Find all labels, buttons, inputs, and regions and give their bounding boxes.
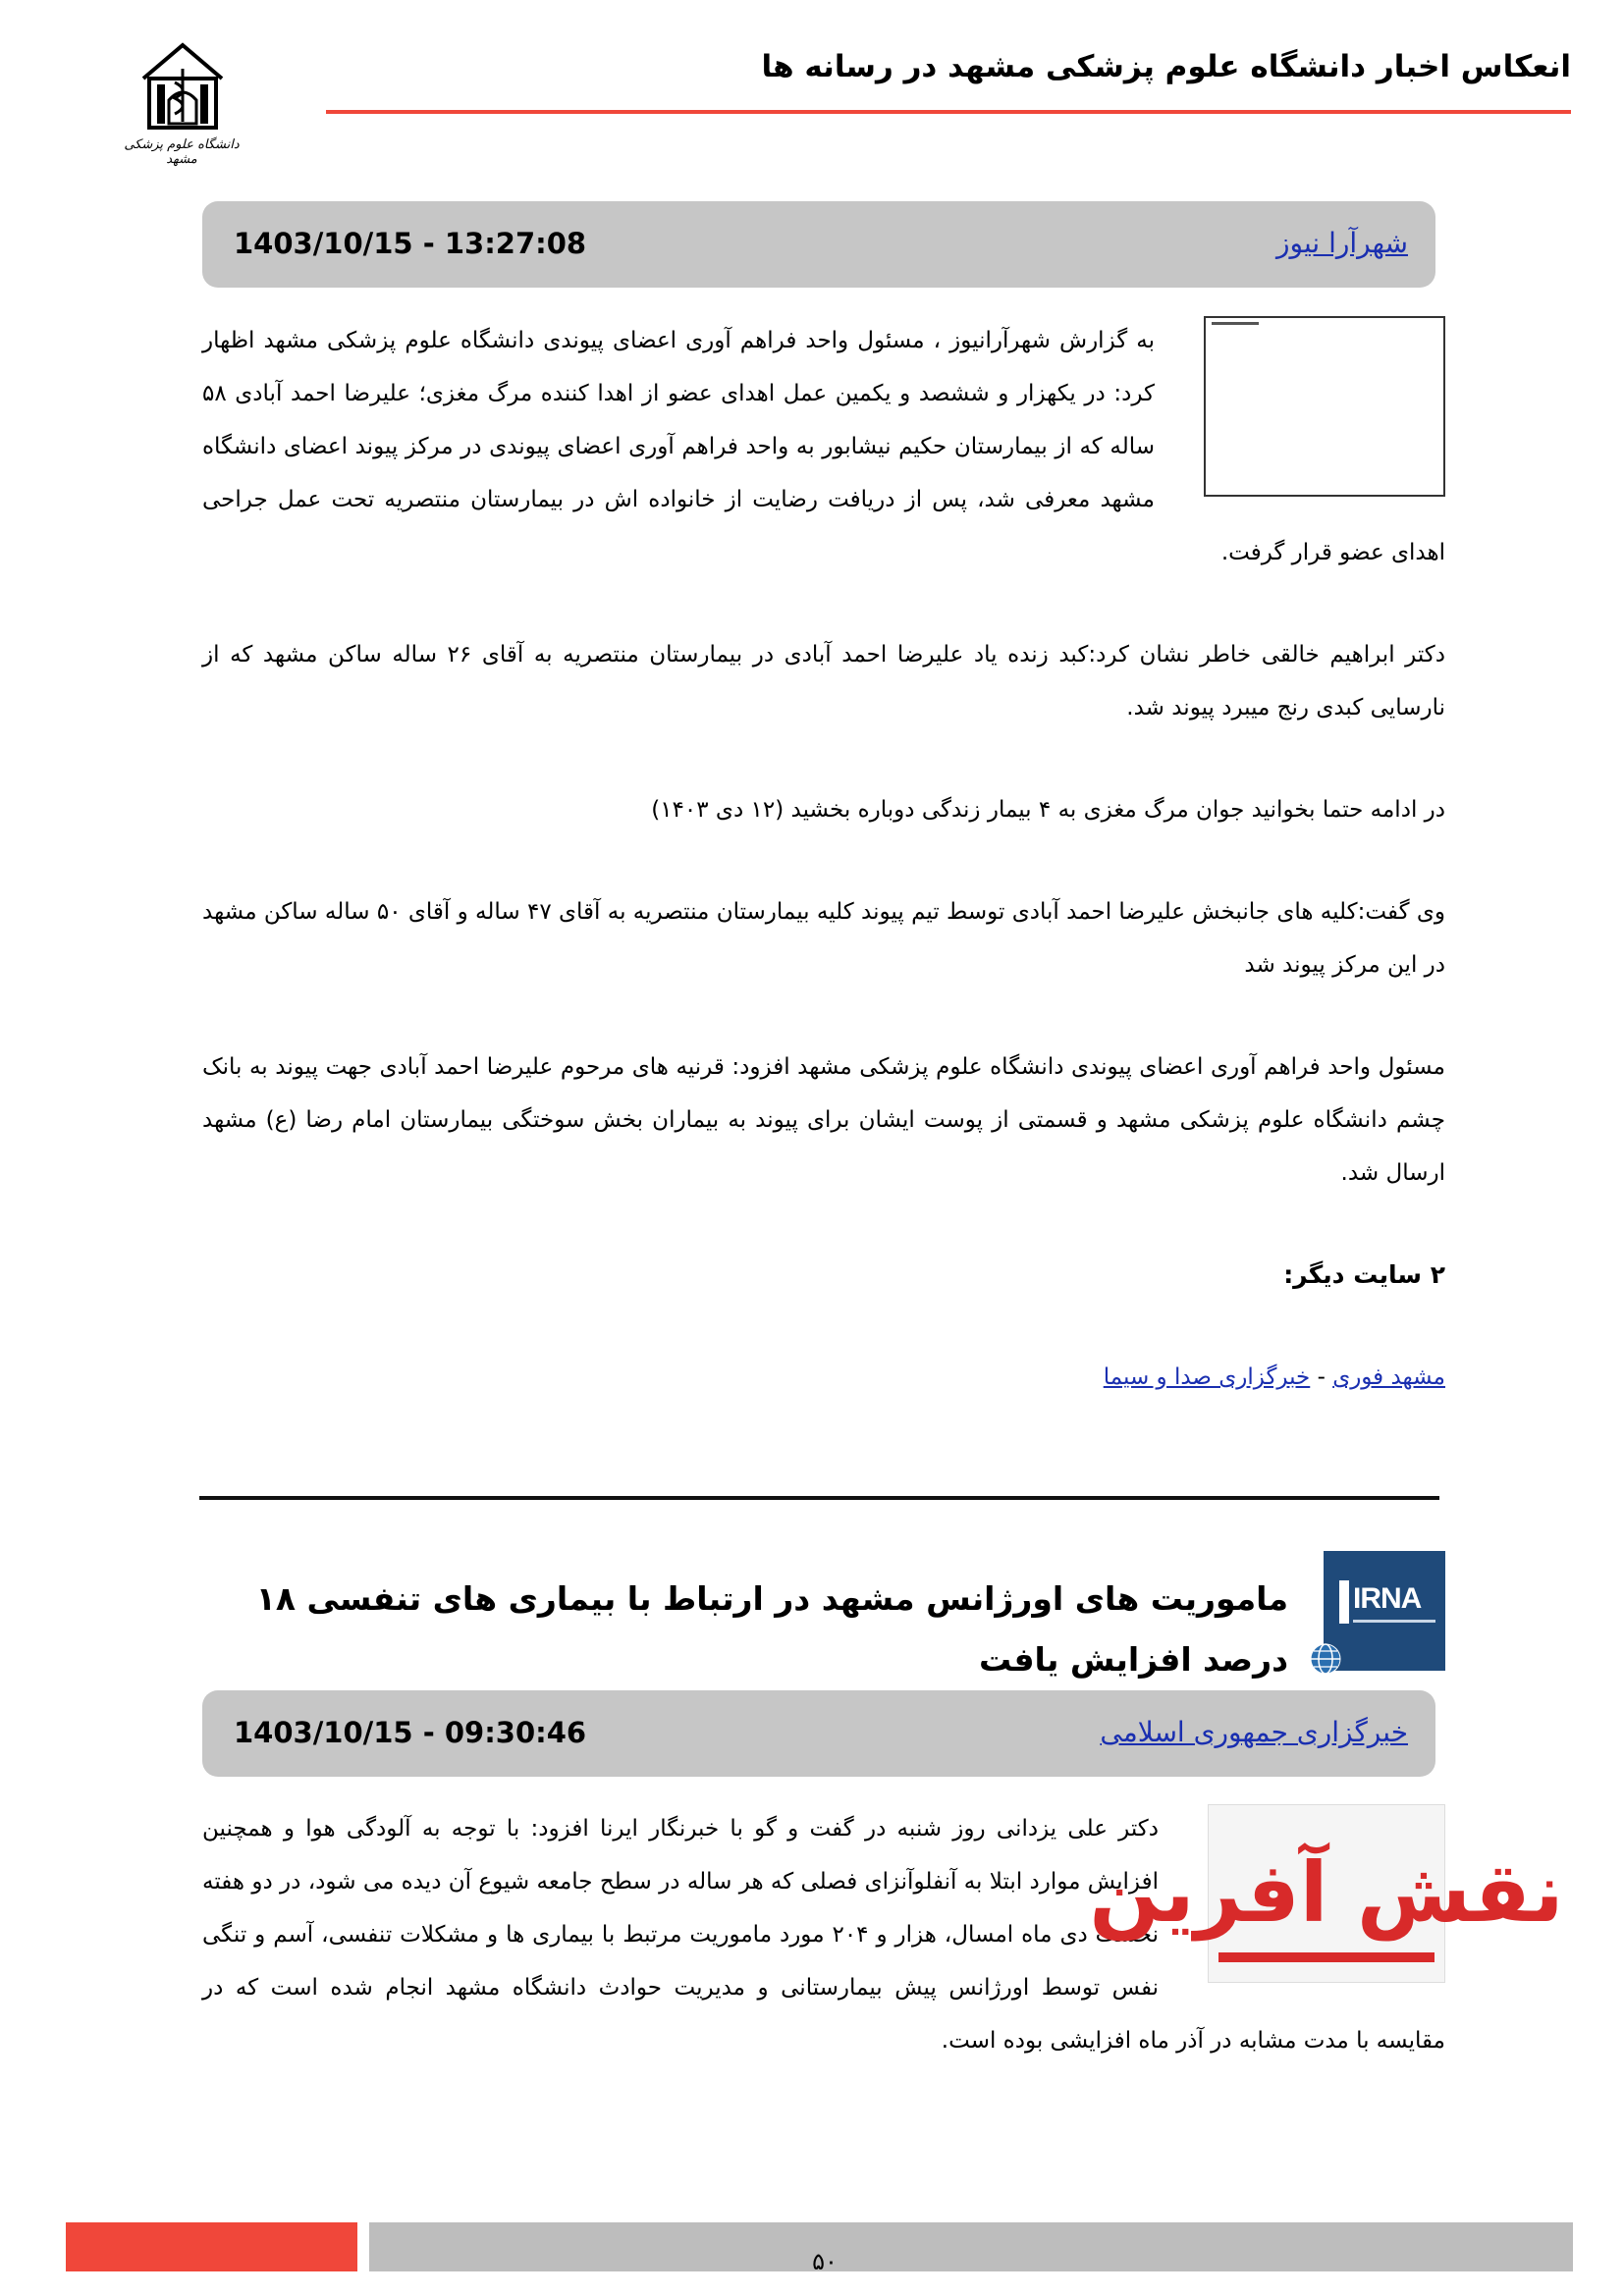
article1-paragraph: در ادامه حتما بخوانید جوان مرگ مغزی به ۴ بیمار زندگی دوباره بخشید (۱۲ دی ۱۴۰۳)	[651, 797, 1445, 823]
more-site-link-seda-sima[interactable]: خبرگزاری صدا و سیما	[1103, 1364, 1311, 1390]
more-sites-separator: -	[1310, 1364, 1333, 1390]
article2-thumbnail	[1089, 1804, 1564, 1983]
footer-accent-bar	[66, 2222, 357, 2271]
more-sites-label: ۲ سایت دیگر:	[1283, 1260, 1445, 1289]
article2-source-bar	[202, 1690, 1435, 1777]
footer-bar	[369, 2222, 1573, 2271]
article1-body	[202, 314, 1445, 1453]
university-emblem-icon	[135, 39, 230, 135]
page-number: ۵۰	[812, 2248, 838, 2275]
article1-paragraph: به گزارش شهرآرانیوز ، مسئول واحد فراهم آوری اعضای پیوندی دانشگاه علوم پزشکی مشهد اظهار کرد: در یکهزار و ششصد و یکمین عمل اهدای عضو از اهدا کننده مرگ مغزی؛ علیرضا احمد آبادی ۵۸ ساله که از بیمارستان حکیم نیشابور به واحد فراهم آوری اعضای پیوندی در مرکز پیوند اعضای دانشگاه مشهد معرفی شد، پس از دریافت رضایت از خانواده اش در بیمارستان منتصریه تحت عمل جراحی اهدای عضو قرار گرفت.	[202, 328, 1445, 565]
naghsh-logo-text: نقش آفرین	[1089, 1844, 1564, 1941]
article2-headline: ماموریت های اورژانس مشهد در ارتباط با بیماری های تنفسی ۱۸ درصد افزایش یافت	[255, 1579, 1288, 1679]
header-divider	[326, 110, 1571, 114]
article2-datetime: 1403/10/15 - 09:30:46	[234, 1716, 587, 1749]
logo-caption: دانشگاه علوم پزشکی مشهد	[124, 137, 240, 167]
article2-heading	[202, 1551, 1445, 1679]
article1-paragraph: وی گفت:کلیه های جانبخش علیرضا احمد آبادی توسط تیم پیوند کلیه بیمارستان منتصریه به آقای ۴۷ ساله و آقای ۵۰ ساله ساکن مشهد در این مرکز پیوند شد	[202, 899, 1445, 978]
naghsh-logo-image	[1089, 1805, 1564, 1982]
article1-source-bar	[202, 201, 1435, 288]
article1-source-link[interactable]: شهرآرا نیوز	[1275, 227, 1408, 259]
article2-body	[202, 1802, 1564, 2116]
article2-source-link[interactable]: خبرگزاری جمهوری اسلامی	[1100, 1716, 1408, 1748]
page-header	[98, 39, 1571, 167]
article1-thumbnail	[1204, 316, 1445, 497]
page-title: انعکاس اخبار دانشگاه علوم پزشکی مشهد در رسانه ها	[761, 49, 1571, 84]
article-divider	[199, 1496, 1439, 1500]
article1-paragraph: دکتر ابراهیم خالقی خاطر نشان کرد:کبد زنده یاد علیرضا احمد آبادی در بیمارستان منتصریه به آقای ۲۶ ساله ساکن مشهد که از نارسایی کبدی رنج میبرد پیوند شد.	[202, 642, 1445, 721]
more-site-link-mashhad-fori[interactable]: مشهد فوری	[1332, 1364, 1445, 1390]
irna-logo-text: IRNA	[1353, 1582, 1422, 1615]
article1-datetime: 1403/10/15 - 13:27:08	[234, 227, 587, 260]
more-sites-links	[202, 1351, 1445, 1404]
university-logo	[108, 39, 255, 167]
article2-paragraph: دکتر علی یزدانی روز شنبه در گفت و گو با خبرنگار ایرنا افزود: با توجه به آلودگی هوا و همچنین افزایش موارد ابتلا به آنفلوآنزای فصلی که هر ساله در سطح جامعه شیوع آن دیده می شود، در دو هفته نخست دی ماه امسال، هزار و ۲۰۴ مورد ماموریت مرتبط با بیماری ها و مشکلات تنفسی، آسم و تنگی نفس توسط اورژانس پیش بیمارستانی و مدیریت حوادث دانشگاه مشهد انجام شده است که در مقایسه با مدت مشابه در آذر ماه افزایشی بوده است.	[202, 1816, 1445, 2054]
globe-icon	[1308, 1641, 1343, 1677]
article1-paragraph: مسئول واحد فراهم آوری اعضای پیوندی دانشگاه علوم پزشکی مشهد افزود: قرنیه های مرحوم علیرضا احمد آبادی جهت پیوند به بانک چشم دانشگاه علوم پزشکی مشهد و قسمتی از پوست ایشان برای پیوند به بیماران بخش سوختگی بیمارستان امام رضا (ع) مشهد ارسال شد.	[202, 1054, 1445, 1186]
